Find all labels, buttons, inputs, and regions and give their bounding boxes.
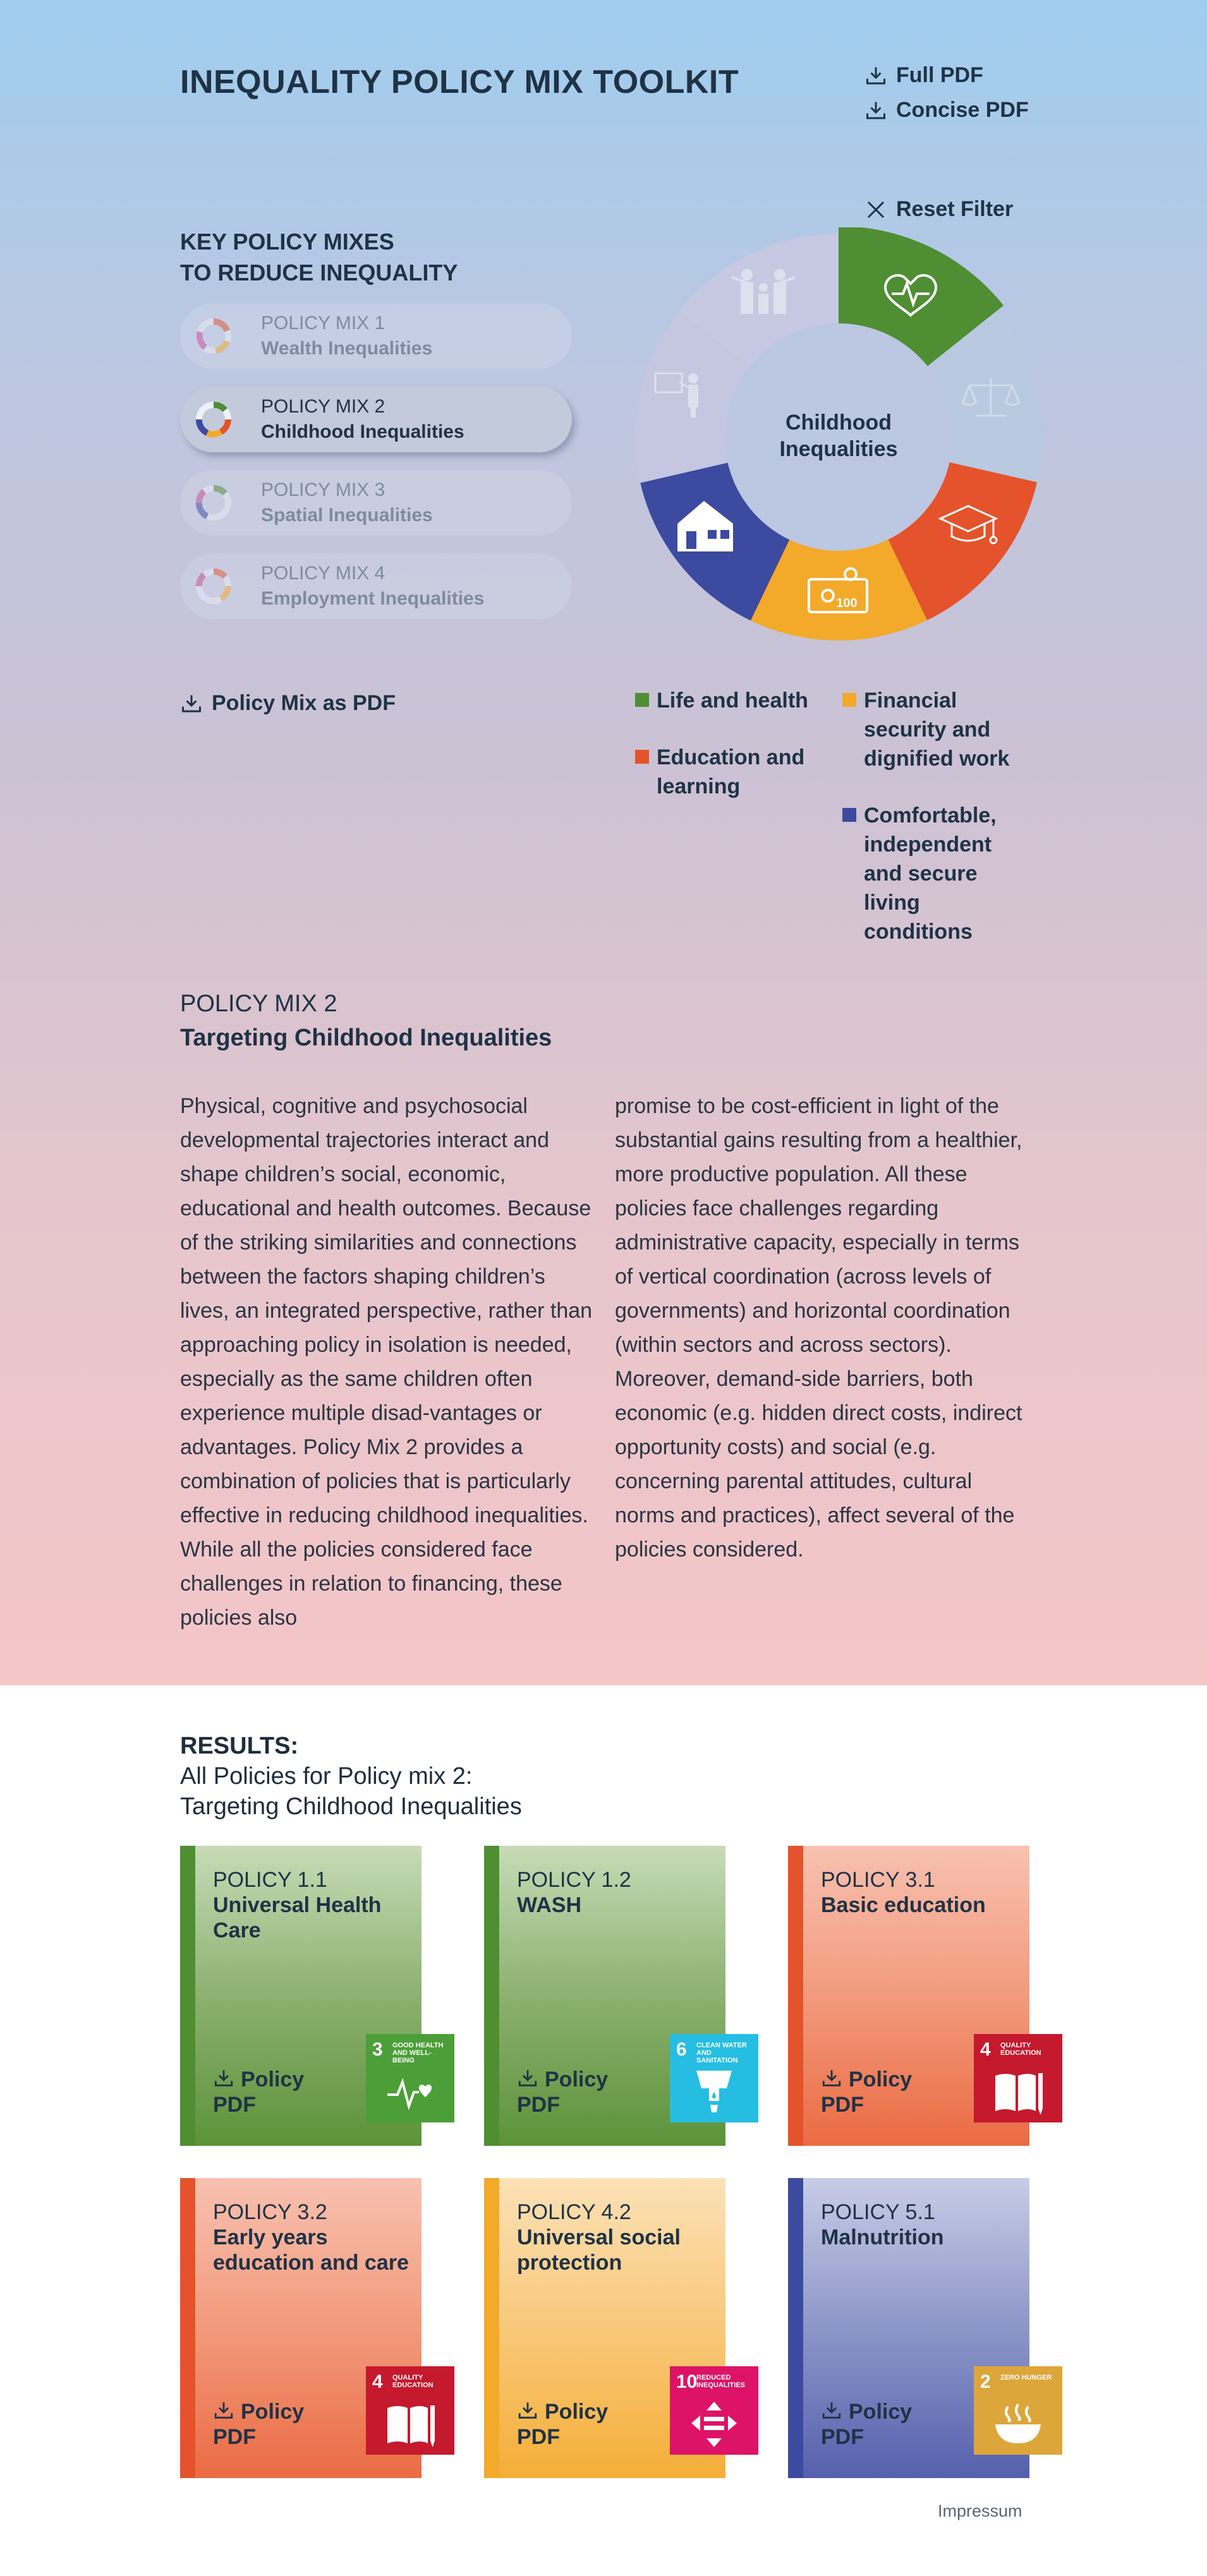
policy-number: POLICY 5.1	[821, 2200, 935, 2224]
mix-ring-icon	[193, 565, 234, 607]
download-icon	[821, 2400, 842, 2421]
policy-name: Early years education and care	[213, 2225, 409, 2275]
results-heading: RESULTS: All Policies for Policy mix 2: Targeting Childhood Inequalities	[180, 1733, 522, 1820]
book-pencil-icon	[384, 2399, 437, 2450]
sdg-badge	[366, 2366, 454, 2455]
sdg-badge	[974, 2034, 1062, 2122]
download-icon	[864, 99, 887, 122]
policy-mix-4-item[interactable]: POLICY MIX 4 Employment Inequalities	[180, 553, 572, 619]
policy-number: POLICY 4.2	[517, 2200, 631, 2224]
sdg-badge	[366, 2034, 454, 2122]
policy-category-bar	[484, 2178, 499, 2478]
policy-pdf-label: Policy PDF	[517, 2067, 609, 2117]
policy-name: Basic education	[821, 1893, 986, 1917]
policy-card[interactable]	[484, 1846, 747, 2146]
download-icon	[864, 64, 887, 87]
policy-pdf-link[interactable]	[821, 2067, 947, 2117]
policy-pdf-label: Policy PDF	[213, 2400, 305, 2449]
sdg-label: QUALITY EDUCATION	[1000, 2042, 1041, 2057]
legend-life-health: Life and health	[635, 686, 837, 715]
heartbeat-icon	[384, 2067, 437, 2117]
legend-swatch	[842, 808, 856, 822]
policy-title	[213, 1867, 409, 1943]
policy-number: POLICY 3.2	[213, 2200, 327, 2224]
wheel-center-line1: Childhood	[785, 411, 892, 435]
policy-number: POLICY 1.2	[517, 1868, 631, 1892]
download-icon	[180, 692, 203, 715]
policy-title	[821, 1867, 1017, 1918]
concise-pdf-link[interactable]	[864, 98, 1029, 123]
policy-category-bar	[788, 1846, 803, 2146]
download-icon	[517, 2067, 538, 2089]
mix-ring-icon	[193, 482, 234, 524]
food-bowl-icon	[992, 2399, 1045, 2450]
policy-mix-2-item[interactable]: POLICY MIX 2 Childhood Inequalities	[180, 387, 572, 452]
policy-card[interactable]	[788, 1846, 1041, 2146]
policy-name: Universal Health Care	[213, 1893, 382, 1942]
reset-filter-button[interactable]	[864, 197, 1013, 222]
policy-name: Malnutrition	[821, 2225, 944, 2249]
close-icon	[864, 198, 887, 221]
sdg-badge	[974, 2366, 1062, 2455]
mix-title: Targeting Childhood Inequalities	[180, 1025, 552, 1051]
equality-arrows-icon	[688, 2399, 741, 2450]
sdg-number: 2	[980, 2371, 991, 2392]
legend-swatch	[635, 750, 649, 764]
sdg-number: 10	[676, 2371, 698, 2392]
legend-financial: Financial security and dignified work	[842, 686, 1032, 773]
download-icon	[517, 2400, 538, 2421]
reset-filter-label: Reset Filter	[896, 197, 1014, 221]
policy-category-bar	[788, 2178, 803, 2478]
money-badge-value: 100	[836, 596, 858, 610]
policy-category-bar	[180, 1846, 195, 2146]
water-drop-icon	[688, 2067, 741, 2117]
legend-education: Education and learning	[635, 743, 837, 801]
sdg-label: REDUCED INEQUALITIES	[696, 2374, 746, 2389]
policy-title	[517, 2200, 713, 2275]
mix-description-col2: promise to be cost-efficient in light of the substantial gains resulting from a healthier, more productive population. All these policies face challenges regarding administrative capacity, especially in terms of vertical coordination (across levels of governments) and horizontal coordination (within sectors and across sectors). Moreover, demand-side barriers, both economic (e.g. hidden direct costs, indirect opportunity costs) and social (e.g. concerning parental attitudes, cultural norms and practices), affect several of the policies considered.	[615, 1094, 1022, 1562]
policy-title	[821, 2200, 1017, 2250]
mix-ring-icon	[193, 315, 234, 357]
key-mixes-title: KEY POLICY MIXES TO REDUCE INEQUALITY	[180, 229, 458, 286]
sdg-label: QUALITY EDUCATION	[392, 2374, 434, 2389]
policy-name: WASH	[517, 1893, 581, 1917]
download-icon	[213, 2400, 234, 2421]
sdg-number: 4	[372, 2371, 383, 2392]
full-pdf-label: Full PDF	[896, 63, 983, 87]
policy-pdf-label: Policy PDF	[517, 2400, 609, 2449]
sdg-number: 3	[372, 2039, 383, 2060]
policy-title	[517, 1867, 713, 1918]
policy-wheel	[629, 227, 1049, 647]
sdg-badge	[670, 2034, 758, 2122]
sdg-number: 4	[980, 2039, 991, 2060]
policy-pdf-label: Policy PDF	[213, 2067, 305, 2117]
download-icon	[213, 2067, 234, 2089]
mix-label: POLICY MIX 2	[180, 990, 337, 1017]
policy-mix-1-item[interactable]: POLICY MIX 1 Wealth Inequalities	[180, 303, 572, 369]
policy-card[interactable]	[180, 2178, 434, 2478]
concise-pdf-label: Concise PDF	[896, 98, 1029, 122]
legend-swatch	[842, 693, 856, 707]
policy-number: POLICY 1.1	[213, 1868, 327, 1892]
policy-name: Universal social protection	[517, 2225, 681, 2275]
policy-mix-pdf-label: Policy Mix as PDF	[212, 691, 396, 715]
page-title: INEQUALITY POLICY MIX TOOLKIT	[180, 64, 739, 100]
full-pdf-link[interactable]	[864, 63, 983, 88]
sdg-label: ZERO HUNGER	[1000, 2374, 1052, 2381]
wheel-center-line2: Inequalities	[779, 437, 898, 461]
policy-title	[213, 2200, 409, 2275]
policy-card[interactable]	[788, 2178, 1052, 2478]
download-icon	[821, 2067, 842, 2089]
book-pencil-icon	[992, 2067, 1045, 2117]
policy-mix-pdf-link[interactable]	[180, 691, 396, 716]
policy-pdf-link[interactable]	[517, 2399, 643, 2450]
policy-card[interactable]	[484, 2178, 746, 2478]
policy-category-bar	[484, 1846, 499, 2146]
policy-category-bar	[180, 2178, 195, 2478]
impressum-link[interactable]: Impressum	[938, 2501, 1022, 2520]
policy-pdf-link[interactable]	[821, 2399, 947, 2450]
policy-pdf-link[interactable]	[213, 2067, 339, 2117]
policy-number: POLICY 3.1	[821, 1868, 935, 1892]
policy-card[interactable]	[180, 1846, 444, 2146]
mix-ring-icon	[193, 399, 234, 440]
policy-mix-3-item[interactable]: POLICY MIX 3 Spatial Inequalities	[180, 470, 572, 536]
policy-pdf-link[interactable]	[517, 2067, 643, 2117]
mix-heading	[180, 987, 552, 1055]
sdg-label: CLEAN WATER AND SANITATION	[696, 2042, 747, 2064]
legend-swatch	[635, 693, 649, 707]
sdg-badge	[670, 2366, 758, 2455]
sdg-label: GOOD HEALTH AND WELL-BEING	[392, 2042, 444, 2064]
policy-pdf-link[interactable]	[213, 2399, 339, 2450]
sdg-number: 6	[676, 2039, 687, 2060]
policy-pdf-label: Policy PDF	[821, 2400, 913, 2449]
policy-pdf-label: Policy PDF	[821, 2067, 913, 2117]
mix-description-col1: Physical, cognitive and psychosocial developmental trajectories interact and shape children’s social, economic, educational and health outcomes. Because of the striking similarities and connections between the factors shaping children’s lives, an integrated perspective, rather than approaching policy in isolation is needed, especially as the same children often experience multiple disad-vantages or advantages. Policy Mix 2 provides a combination of policies that is particularly effective in reducing childhood inequalities. While all the policies considered face challenges in relation to financing, these policies also	[180, 1094, 593, 1630]
legend-living: Comfortable, independent and secure living conditions	[842, 801, 1026, 946]
